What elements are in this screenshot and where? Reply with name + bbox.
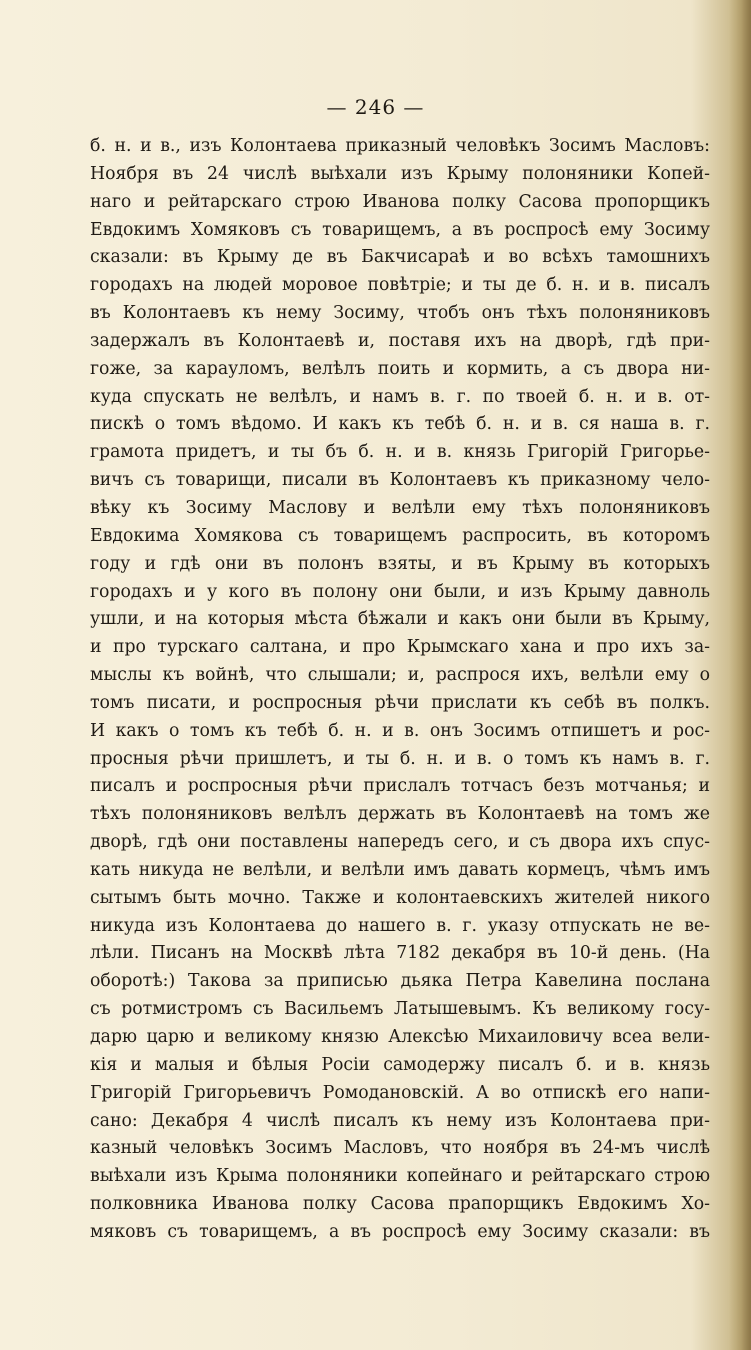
text-line: писалъ и роспросныя рѣчи прислалъ тотчасъ безъ мотчанья; и bbox=[90, 776, 710, 797]
text-line: лѣли. Писанъ на Москвѣ лѣта 7182 декабря въ 10-й день. (На bbox=[90, 943, 710, 964]
text-line: куда спускать не велѣлъ, и намъ в. г. по твоей б. н. и в. от- bbox=[90, 386, 710, 407]
text-line: съ ротмистромъ съ Васильемъ Латышевымъ. Къ великому госу- bbox=[90, 999, 710, 1020]
text-line: сытымъ быть мочно. Также и колонтаевскихъ жителей никого bbox=[90, 887, 710, 908]
text-line: дарю царю и великому князю Алексѣю Михаиловичу всеа вели- bbox=[90, 1027, 710, 1047]
text-line: городахъ и у кого въ полону они были, и изъ Крыму давноль bbox=[90, 581, 710, 602]
text-line: вичъ съ товарищи, писали въ Колонтаевъ къ приказному чело- bbox=[90, 470, 710, 491]
text-line: выѣхали изъ Крыма полоняники копейнаго и рейтарскаго строю bbox=[90, 1166, 710, 1187]
text-line: въ Колонтаевъ къ нему Зосиму, чтобъ онъ тѣхъ полоняниковъ bbox=[90, 303, 710, 324]
page-number: — 246 — bbox=[326, 95, 425, 119]
text-line: просныя рѣчи пришлетъ, и ты б. н. и в. о томъ къ намъ в. г. bbox=[90, 748, 710, 769]
text-line: пискѣ о томъ вѣдомо. И какъ къ тебѣ б. н. и в. ся наша в. г. bbox=[90, 414, 710, 435]
text-line: дворѣ, гдѣ они поставлены напередъ сего, и съ двора ихъ спус- bbox=[90, 832, 710, 853]
text-line: грамота придетъ, и ты бъ б. н. и в. князь Григорій Григорье- bbox=[90, 442, 710, 463]
text-line: Евдокимъ Хомяковъ съ товарищемъ, а въ роспросѣ ему Зосиму bbox=[90, 219, 710, 240]
text-line: кать никуда не велѣли, и велѣли имъ давать кормецъ, чѣмъ имъ bbox=[90, 859, 710, 880]
text-line: мыслы къ войнѣ, что слышали; и, распрося ихъ, велѣли ему о bbox=[90, 665, 710, 686]
text-line: оборотѣ:) Такова за приписью дьяка Петра Кавелина послана bbox=[90, 971, 710, 992]
text-line: ушли, и на которыя мѣста бѣжали и какъ они были въ Крыму, bbox=[90, 609, 710, 630]
text-line: Ноября въ 24 числѣ выѣхали изъ Крыму полоняники Копей- bbox=[90, 163, 710, 184]
text-line: сказали: въ Крыму де въ Бакчисараѣ и во всѣхъ тамошнихъ bbox=[90, 247, 710, 268]
text-line: Григорій Григорьевичъ Ромодановскій. А во отпискѣ его напи- bbox=[90, 1082, 710, 1103]
text-line: И какъ о томъ къ тебѣ б. н. и в. онъ Зосимъ отпишетъ и рос- bbox=[90, 720, 710, 741]
text-line: кія и малыя и бѣлыя Росіи самодержу писалъ б. и в. князь bbox=[90, 1054, 710, 1075]
text-line: году и гдѣ они въ полонъ взяты, и въ Крыму въ которыхъ bbox=[90, 553, 710, 574]
text-line: городахъ на людей моровое повѣтріе; и ты де б. н. и в. писалъ bbox=[90, 275, 710, 296]
text-line: вѣку къ Зосиму Маслову и велѣли ему тѣхъ полоняниковъ bbox=[90, 497, 710, 518]
text-line: гоже, за карауломъ, велѣлъ поить и кормить, а съ двора ни- bbox=[90, 358, 710, 379]
text-line: мяковъ съ товарищемъ, а въ роспросѣ ему Зосиму сказали: въ bbox=[90, 1221, 710, 1242]
text-line: и про турскаго салтана, и про Крымскаго хана и про ихъ за- bbox=[90, 637, 710, 658]
text-line: томъ писати, и роспросныя рѣчи прислати къ себѣ въ полкъ. bbox=[90, 692, 710, 713]
page-edge-shadow bbox=[729, 0, 751, 1350]
text-line: полковника Иванова полку Сасова прапорщикъ Евдокимъ Хо- bbox=[90, 1194, 710, 1215]
text-line: Евдокима Хомякова съ товарищемъ распросить, въ которомъ bbox=[90, 525, 710, 546]
text-line: задержалъ въ Колонтаевѣ и, поставя ихъ на дворѣ, гдѣ при- bbox=[90, 330, 710, 351]
text-line: сано: Декабря 4 числѣ писалъ къ нему изъ Колонтаева при- bbox=[90, 1110, 710, 1131]
body-text bbox=[90, 133, 710, 1247]
text-line: казный человѣкъ Зосимъ Масловъ, что ноября въ 24-мъ числѣ bbox=[90, 1138, 710, 1159]
text-line: б. н. и в., изъ Колонтаева приказный человѣкъ Зосимъ Масловъ: bbox=[90, 136, 710, 156]
text-line: никуда изъ Колонтаева до нашего в. г. указу отпускать не ве- bbox=[90, 915, 710, 936]
text-line: тѣхъ полоняниковъ велѣлъ держать въ Колонтаевѣ на томъ же bbox=[90, 804, 710, 825]
text-line: наго и рейтарскаго строю Иванова полку Сасова пропорщикъ bbox=[90, 191, 710, 212]
